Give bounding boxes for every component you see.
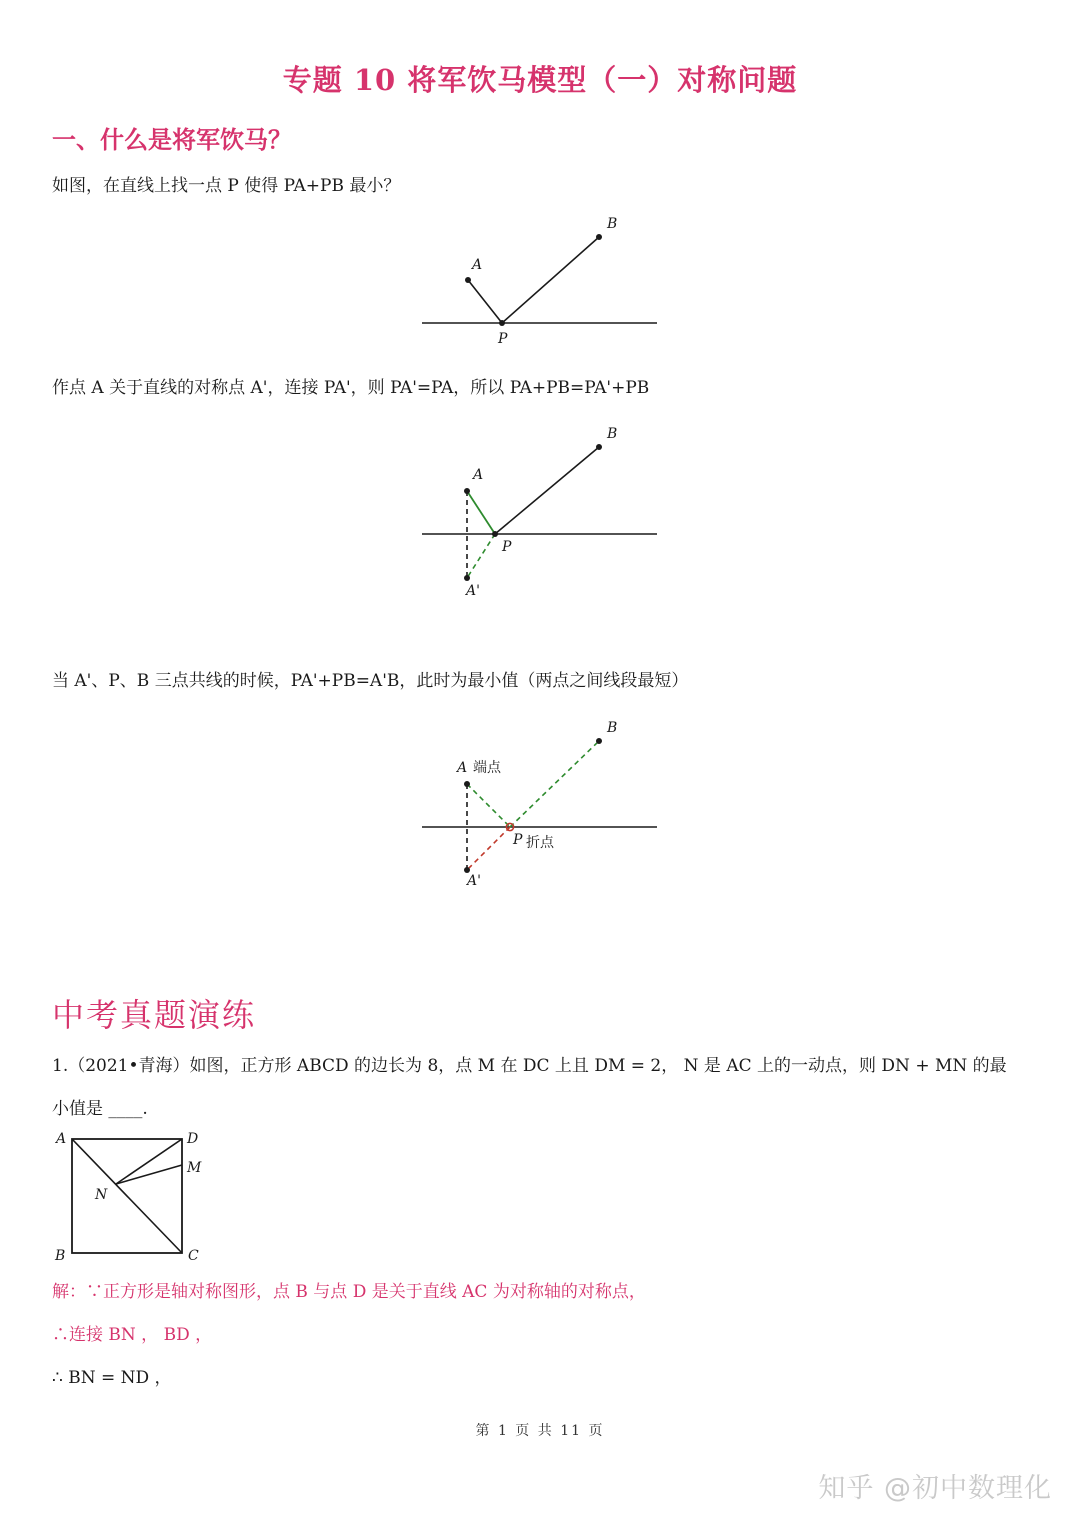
fig3-label-p: P: [513, 832, 523, 848]
zhihu-watermark: 知乎 @初中数理化: [818, 1473, 1052, 1504]
fig3-label-fold: 折点: [526, 835, 554, 851]
fig2-label-a-prime: A': [466, 583, 480, 599]
figure-1-diagram: [410, 210, 670, 350]
section-heading-exam-practice: 中考真题演练: [52, 996, 257, 1034]
square-segment-mn: [116, 1165, 182, 1184]
fig3-label-endpoint: 端点: [473, 760, 501, 776]
fig3-segment-ap: [467, 784, 510, 827]
fig2-segment-ap: [467, 491, 495, 534]
square-label-d: D: [187, 1131, 199, 1147]
fig3-label-a-prime: A': [467, 873, 481, 889]
square-label-m: M: [187, 1160, 202, 1176]
square-diagonal-ac: [72, 1139, 182, 1253]
square-label-b: B: [55, 1248, 66, 1264]
fig3-segment-pb: [510, 741, 599, 827]
fig1-point-a: [465, 277, 471, 283]
fig1-segment-pb: [502, 237, 599, 323]
figure-2-diagram: [410, 420, 670, 605]
fig1-segment-ap: [468, 280, 502, 323]
square-label-c: C: [188, 1248, 199, 1264]
fig1-label-b: B: [607, 216, 618, 232]
fig3-point-b: [596, 738, 602, 744]
fig1-point-p: [499, 320, 505, 326]
fig1-point-b: [596, 234, 602, 240]
question-1-line-2: 小值是 ____.: [52, 1099, 148, 1119]
fig2-label-a: A: [473, 467, 484, 483]
fig3-label-a: A: [457, 760, 468, 776]
section-heading-what-is: 一、什么是将军饮马？: [52, 125, 292, 154]
step3-text: 当 A'、P、B 三点共线的时候，PA'+PB=A'B，此时为最小值（两点之间线段最短）: [52, 671, 689, 691]
fig2-segment-pa-prime: [467, 534, 495, 578]
intro-question: 如图，在直线上找一点 P 使得 PA+PB 最小？: [52, 176, 401, 196]
fig1-label-a: A: [472, 257, 483, 273]
fig2-point-b: [596, 444, 602, 450]
fig3-label-b: B: [607, 720, 618, 736]
square-abcd-diagram: [48, 1125, 223, 1265]
fig2-point-a: [464, 488, 470, 494]
square-label-a: A: [56, 1131, 67, 1147]
fig2-label-b: B: [607, 426, 618, 442]
fig3-segment-pa-prime: [467, 827, 510, 870]
page-footer: 第 1 页 共 11 页: [475, 1423, 605, 1439]
solution-line-3: ∴ BN = ND ，: [52, 1368, 172, 1388]
fig2-segment-pb: [495, 447, 599, 534]
fig2-label-p: P: [502, 539, 512, 555]
square-segment-dn: [116, 1139, 182, 1184]
fig1-label-p: P: [498, 331, 508, 347]
page-title: 专题 10 将军饮马模型（一）对称问题: [282, 63, 798, 97]
solution-line-1: 解：∵正方形是轴对称图形，点 B 与点 D 是关于直线 AC 为对称轴的对称点，: [52, 1282, 646, 1302]
fig2-point-a-prime: [464, 575, 470, 581]
square-label-n: N: [95, 1187, 108, 1203]
figure-3-diagram: [410, 712, 670, 897]
question-1-line-1: 1.（2021•青海）如图，正方形 ABCD 的边长为 8，点 M 在 DC 上且 DM = 2， N 是 AC 上的一动点，则 DN + MN 的最: [52, 1056, 1007, 1076]
fig3-point-a: [464, 781, 470, 787]
solution-line-2: ∴连接 BN ， BD ，: [52, 1325, 213, 1345]
step2-text: 作点 A 关于直线的对称点 A'，连接 PA'，则 PA'=PA，所以 PA+PB=PA'+PB: [52, 378, 650, 398]
fig2-point-p: [492, 531, 498, 537]
